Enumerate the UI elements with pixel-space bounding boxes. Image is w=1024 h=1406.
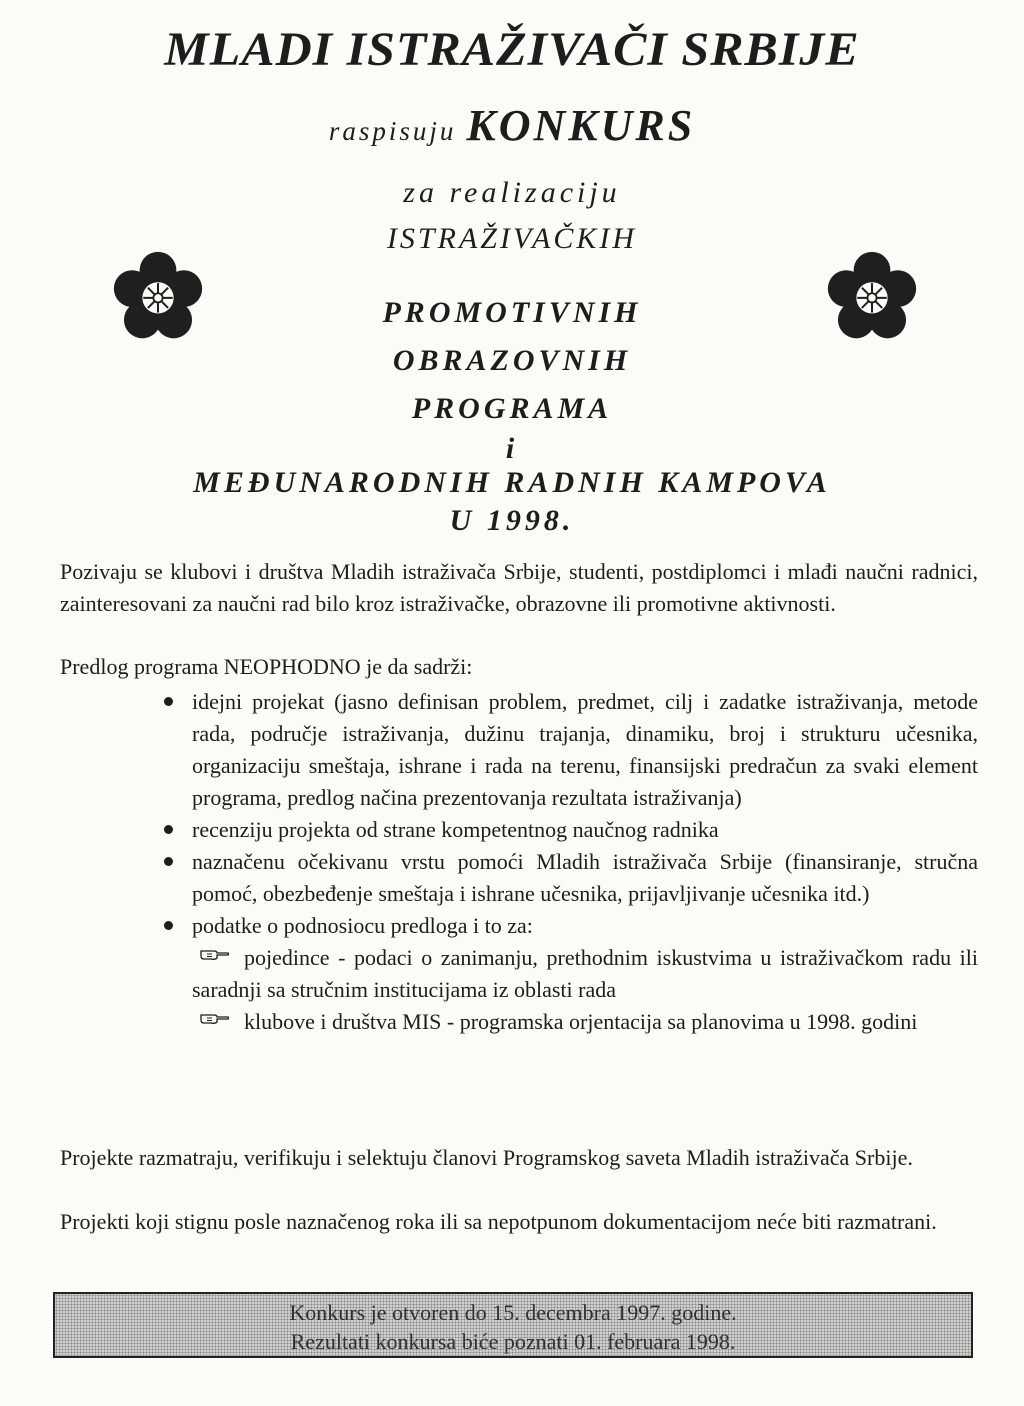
- heading-istrazivackih: ISTRAŽIVAČKIH: [386, 222, 638, 255]
- list-item-text: naznačenu očekivanu vrstu pomoći Mladih istraživača Srbije (finansiranje, stručna pomoć, obezbeđenje smeštaja i ishrane učesnika, prijavljivanje učesnika itd.): [192, 849, 978, 906]
- heading-obrazovnih: OBRAZOVNIH: [392, 344, 632, 377]
- sub-item-text: pojedince - podaci o zanimanju, prethodnim iskustvima u istraživačkom radu ili saradnji sa stručnim institucijama iz oblasti rada: [192, 945, 978, 1002]
- deadline-warning-paragraph: Projekti koji stignu posle naznačenog roka ili sa nepotpunom dokumentacijom neće biti razmatrani.: [60, 1209, 937, 1234]
- konkurs-text: KONKURS: [466, 101, 696, 150]
- list-item: [192, 846, 978, 910]
- bullet-icon: [164, 857, 173, 866]
- raspisuju-text: raspisuju: [328, 116, 457, 146]
- heading-programa: PROGRAMA: [411, 392, 613, 425]
- sub-list-item: [192, 1006, 978, 1038]
- heading-medjunarodnih: MEĐUNARODNIH RADNIH KAMPOVA: [193, 466, 831, 499]
- list-item: [192, 910, 978, 942]
- star-flower-icon: [112, 250, 204, 342]
- heading-year: U 1998.: [449, 504, 575, 537]
- bullet-icon: [164, 825, 173, 834]
- konkurs-line: [0, 100, 1024, 151]
- pointing-hand-icon: [200, 1011, 230, 1025]
- sub-list-item: [192, 942, 978, 1006]
- heading-promotivnih: PROMOTIVNIH: [382, 296, 642, 329]
- list-item: [192, 686, 978, 814]
- pointing-hand-icon: [200, 947, 230, 961]
- sub-item-row: [192, 945, 978, 1002]
- intro-paragraph: Pozivaju se klubovi i društva Mladih istraživača Srbije, studenti, postdiplomci i mlađi naučni radnici, zainteresovani za naučni rad bilo kroz istraživačke, obrazovne ili promotivne aktivnosti.: [60, 559, 978, 616]
- notice-line-results: Rezultati konkursa biće poznati 01. februara 1998.: [290, 1329, 736, 1354]
- list-item-text: idejni projekat (jasno definisan problem, predmet, cilj i zadatke istraživanja, metode rada, područje istraživanja, dužinu trajanja, dinamiku, broj i strukturu učesnika, organizaciju smeštaja, ishrane i rada na terenu, finansijski predračun za svaki element programa, predlog načina prezentovanja rezultata istraživanja): [192, 689, 978, 810]
- sub-item-text: klubove i društva MIS - programska orjentacija sa planovima u 1998. godini: [244, 1009, 918, 1034]
- notice-line-deadline: Konkurs je otvoren do 15. decembra 1997. godine.: [289, 1300, 737, 1325]
- list-item-text: recenziju projekta od strane kompetentnog naučnog radnika: [192, 817, 719, 842]
- list-item: [192, 814, 978, 846]
- selection-paragraph: Projekte razmatraju, verifikuju i selektuju članovi Programskog saveta Mladih istraživača Srbije.: [60, 1145, 913, 1170]
- list-item-text: podatke o podnosiocu predloga i to za:: [192, 913, 533, 938]
- sub-item-row: [200, 1009, 917, 1034]
- bullet-icon: [164, 921, 173, 930]
- za-realizaciju-text: za realizaciju: [403, 176, 621, 209]
- bullet-icon: [164, 697, 173, 706]
- heading-i: i: [505, 432, 519, 465]
- star-flower-icon: [826, 250, 918, 342]
- document-title: MLADI ISTRAŽIVAČI SRBIJE: [164, 23, 860, 76]
- deadline-notice-box: [53, 1292, 973, 1358]
- requirements-list: [192, 686, 978, 1038]
- requirements-intro: Predlog programa NEOPHODNO je da sadrži:: [60, 654, 473, 679]
